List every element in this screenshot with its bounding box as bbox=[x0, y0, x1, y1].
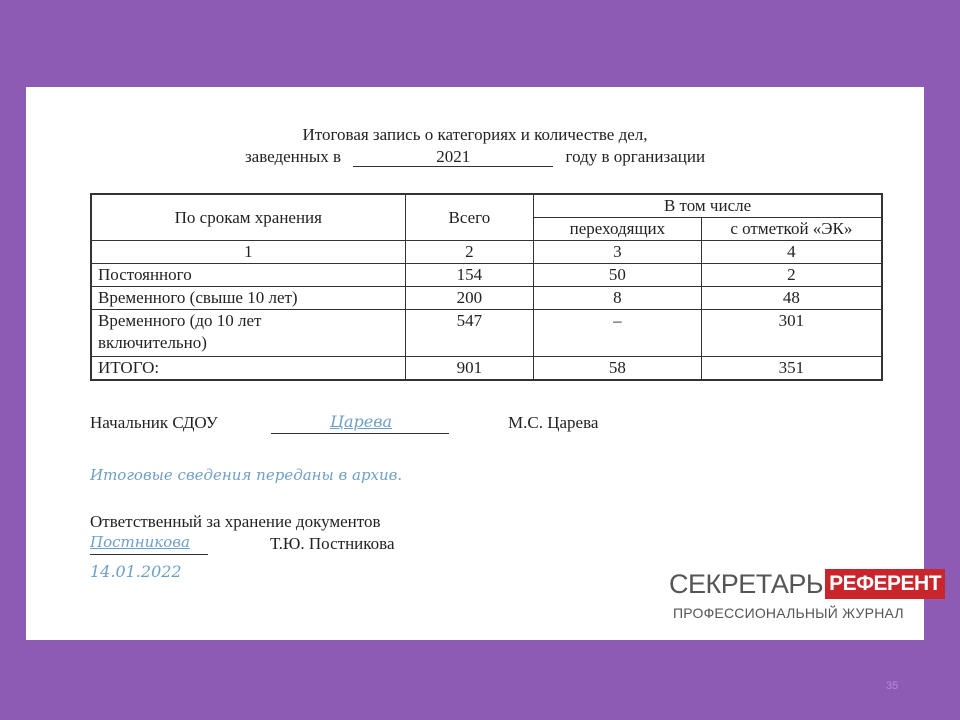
responsible-title: Ответственный за хранение документов bbox=[90, 512, 381, 531]
title-suffix: году в организации bbox=[565, 147, 706, 166]
row-total: 901 bbox=[405, 357, 533, 381]
col-number-1: 1 bbox=[91, 241, 405, 264]
row-transitional: 50 bbox=[534, 264, 702, 287]
table-row bbox=[91, 310, 882, 357]
title-prefix: заведенных в bbox=[244, 147, 342, 166]
col-number-2: 2 bbox=[405, 241, 533, 264]
header-retention: По срокам хранения bbox=[91, 194, 405, 241]
row-ek: 351 bbox=[701, 357, 882, 381]
document-page bbox=[26, 87, 942, 640]
row-ek: 2 bbox=[701, 264, 882, 287]
brand-name-secretary: СЕКРЕТАРЬ bbox=[669, 569, 824, 599]
row-category: Временного (свыше 10 лет) bbox=[91, 287, 405, 310]
col-number-3: 3 bbox=[534, 241, 702, 264]
row-ek: 48 bbox=[701, 287, 882, 310]
table-row-total bbox=[91, 357, 882, 381]
row-total: 154 bbox=[405, 264, 533, 287]
document-title-line2 bbox=[26, 147, 924, 167]
head-signature: Царева bbox=[330, 412, 393, 431]
slide-number: 35 bbox=[886, 680, 899, 692]
brand-subtitle: ПРОФЕССИОНАЛЬНЫЙ ЖУРНАЛ bbox=[673, 605, 904, 621]
row-ek: 301 bbox=[701, 310, 882, 357]
row-category: Постоянного bbox=[91, 264, 405, 287]
row-category: ИТОГО: bbox=[91, 357, 405, 381]
responsible-signature: Постникова bbox=[90, 533, 190, 551]
records-table bbox=[90, 193, 883, 381]
row-transitional: 8 bbox=[534, 287, 702, 310]
header-including: В том числе bbox=[534, 194, 882, 218]
header-total: Всего bbox=[405, 194, 533, 241]
row-category-line1: Временного (до 10 лет bbox=[98, 311, 262, 330]
row-total: 200 bbox=[405, 287, 533, 310]
row-category bbox=[91, 310, 405, 357]
row-transitional: 58 bbox=[534, 357, 702, 381]
table-row bbox=[91, 264, 882, 287]
brand-logo bbox=[669, 569, 942, 629]
table-column-numbers bbox=[91, 241, 882, 264]
archive-note: Итоговые сведения переданы в архив. bbox=[90, 466, 403, 484]
brand-name-referent: РЕФЕРЕНТ bbox=[825, 569, 945, 599]
row-category-line2: включительно) bbox=[98, 333, 207, 352]
signature-date: 14.01.2022 bbox=[90, 562, 182, 581]
responsible-name: Т.Ю. Постникова bbox=[270, 534, 395, 553]
title-year: 2021 bbox=[353, 148, 553, 167]
table-row bbox=[91, 287, 882, 310]
header-transitional: переходящих bbox=[534, 218, 702, 241]
head-title: Начальник СДОУ bbox=[90, 413, 218, 432]
header-ek-mark: с отметкой «ЭК» bbox=[701, 218, 882, 241]
brand-top bbox=[669, 569, 942, 599]
col-number-4: 4 bbox=[701, 241, 882, 264]
head-name: М.С. Царева bbox=[508, 413, 599, 432]
row-transitional: – bbox=[534, 310, 702, 357]
table-header-row bbox=[91, 194, 882, 218]
row-total: 547 bbox=[405, 310, 533, 357]
document-title-line1: Итоговая запись о категориях и количестве дел, bbox=[302, 125, 648, 144]
